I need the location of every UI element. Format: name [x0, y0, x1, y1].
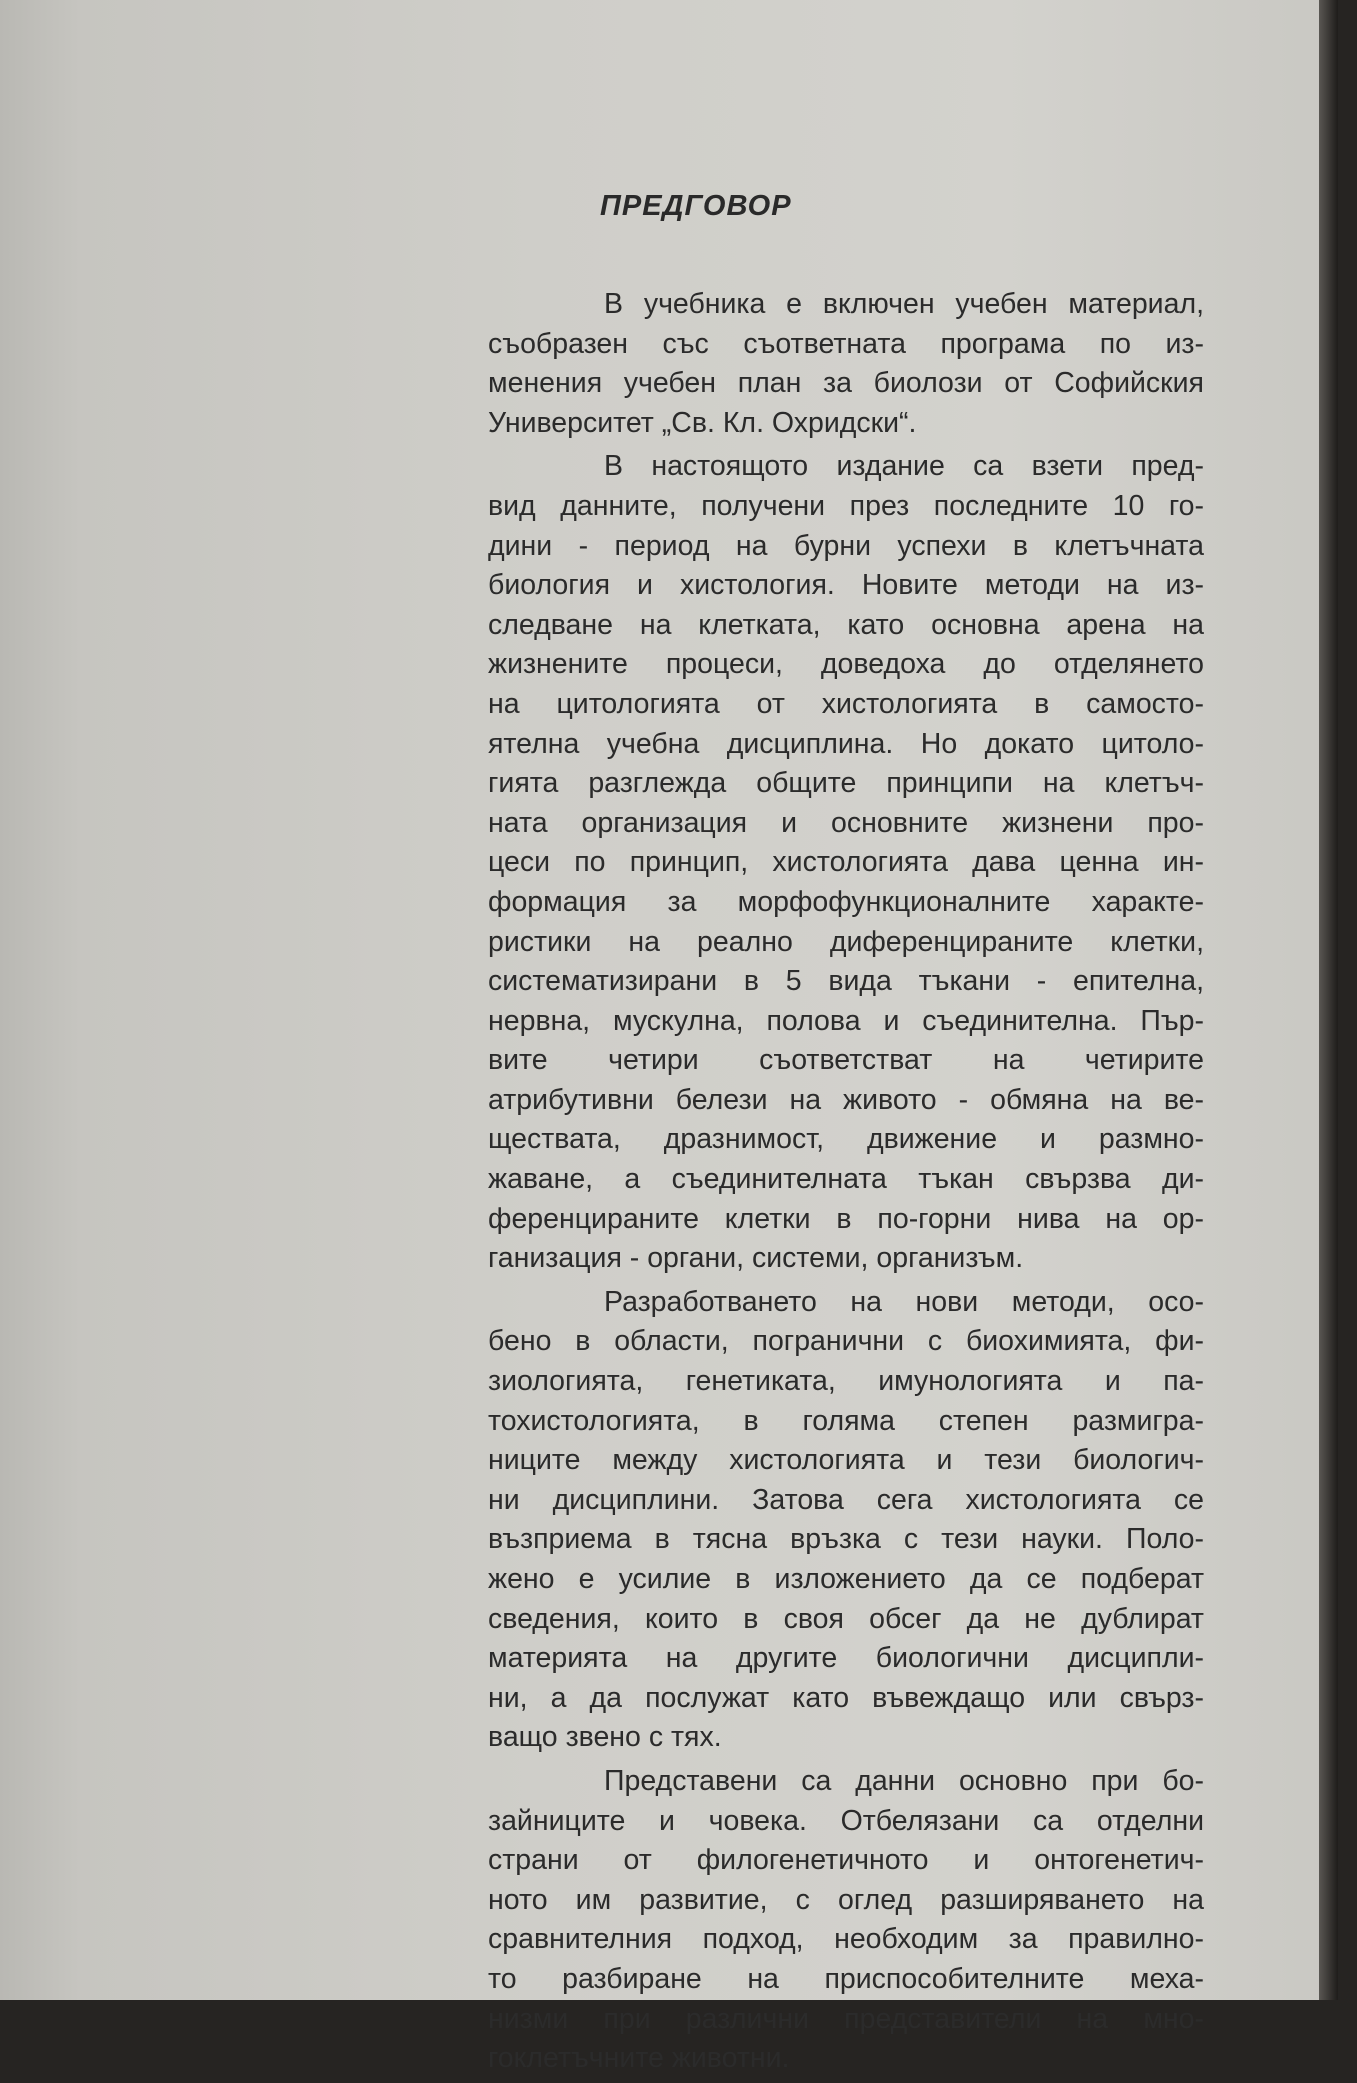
text-line: жаване, а съединителната тъкан свързва ди-: [488, 1163, 1204, 1196]
text-line: жизнените процеси, доведоха до отделянето: [488, 648, 1204, 681]
text-line: зайниците и човека. Отбелязани са отделни: [488, 1804, 1204, 1837]
text-line: В учебника е включен учебен материал,: [604, 288, 1204, 320]
text-line: ващо звено с тях.: [488, 1721, 722, 1754]
text-line: ристики на реално диференцираните клетки,: [488, 925, 1204, 958]
text-line: следване на клетката, като основна арена на: [488, 608, 1204, 641]
text-line: ганизация - органи, системи, организъм.: [488, 1242, 1024, 1275]
paragraph-4: [488, 1762, 1204, 2079]
text-line: ното им развитие, с оглед разширяването на: [488, 1883, 1204, 1916]
text-line: систематизирани в 5 вида тъкани - епителна,: [488, 965, 1204, 998]
text-line: ятелна учебна дисциплина. Но докато цитоло-: [488, 727, 1204, 760]
text-line: низми при различни представители на мно-: [488, 2002, 1204, 2035]
text-line: цеси по принцип, хистологията дава ценна ин-: [488, 846, 1204, 879]
paragraph-3: [488, 1283, 1204, 1758]
preface-text: [488, 285, 1204, 2083]
text-line: то разбиране на приспособителните меха-: [488, 1962, 1204, 1995]
text-line: съобразен със съответната програма по из-: [488, 327, 1204, 360]
text-line: ществата, дразнимост, движение и размно-: [488, 1123, 1204, 1156]
text-line: В настоящото издание са взети пред-: [604, 450, 1204, 483]
text-line: атрибутивни белези на живото - обмяна на ве-: [488, 1083, 1204, 1116]
text-line: ференцираните клетки в по-горни нива на ор-: [488, 1202, 1204, 1235]
text-line: страни от филогенетичното и онтогенетич-: [488, 1844, 1204, 1877]
text-line: биология и хистология. Новите методи на из-: [488, 569, 1204, 602]
text-line: материята на другите биологични дисципли-: [488, 1642, 1204, 1675]
paragraph-1: [488, 285, 1204, 443]
text-line: сведения, които в своя обсег да не дублират: [488, 1602, 1204, 1635]
text-line: бено в области, погранични с биохимията, фи-: [488, 1325, 1204, 1358]
text-line: вите четири съответстват на четирите: [488, 1044, 1204, 1077]
text-line: дини - период на бурни успехи в клетъчната: [488, 529, 1204, 562]
text-line: възприема в тясна връзка с тези науки. Поло-: [488, 1523, 1204, 1556]
text-line: нервна, мускулна, полова и съединителна. Пър-: [488, 1004, 1204, 1037]
text-line: гията разглежда общите принципи на клетъч-: [488, 767, 1204, 800]
text-line: ни, а да послужат като въвеждащо или свърз-: [488, 1681, 1204, 1714]
text-line: формация за морфофункционалните характе-: [488, 885, 1204, 918]
text-line: сравнителния подход, необходим за правилно-: [488, 1923, 1204, 1956]
text-line: гоклетъчните животни.: [488, 2042, 790, 2075]
page-title: ПРЕДГОВОР: [600, 190, 792, 222]
text-line: ни дисциплини. Затова сега хистологията се: [488, 1483, 1204, 1516]
text-line: менения учебен план за биолози от Софийския: [488, 367, 1204, 400]
text-line: тохистологията, в голяма степен размигра-: [488, 1404, 1204, 1437]
text-line: Представени са данни основно при бо-: [604, 1764, 1204, 1797]
paragraph-2: [488, 447, 1204, 1278]
text-line: вид данните, получени през последните 10 го-: [488, 489, 1204, 522]
text-line: жено е усилие в изложението да се подберат: [488, 1563, 1204, 1595]
page-edge-shadow: [1319, 0, 1338, 2000]
text-line: зиологията, генетиката, имунологията и па-: [488, 1365, 1204, 1398]
text-line: Разработването на нови методи, осо-: [604, 1285, 1204, 1318]
text-line: ната организация и основните жизнени про-: [488, 806, 1204, 839]
text-line: на цитологията от хистологията в самосто-: [488, 687, 1204, 720]
text-line: ниците между хистологията и тези биологич-: [488, 1444, 1204, 1477]
text-line: Университет „Св. Кл. Охридски“.: [488, 406, 917, 439]
